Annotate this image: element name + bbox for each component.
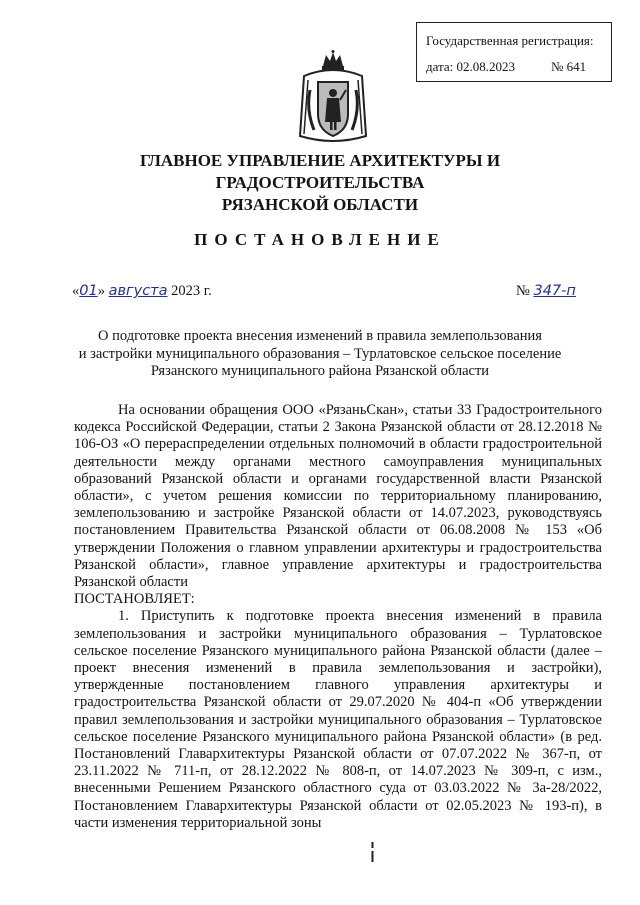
body-paragraph-1: На основании обращения ООО «РязаньСкан», статьи 33 Градостроительного кодекса Российской Федерации, статьи 2 Закона Рязанской области от 28.12.2018 № 106-ОЗ «О перераспределении отдельных полномочий в области градостроительной деятельности между органами местного самоуправления муниципальных образований Рязанской области и органами государственной власти Рязанской области», с учетом решения комиссии по территориальному планированию, землепользованию и застройке Рязанской области от 14.07.2023, руководствуясь постановлением Правительства Рязанской области от 06.08.2008 № 153 «Об утверждении Положения о главном управлении архитектуры и градостроительства Рязанской области», главное управление архитектуры и градостроительства Рязанской области [74, 402, 602, 591]
date-day: 01 [79, 283, 98, 299]
document-date [72, 283, 212, 300]
resolves-heading: ПОСТАНОВЛЯЕТ: [74, 591, 195, 608]
organization-line-1: ГЛАВНОЕ УПРАВЛЕНИЕ АРХИТЕКТУРЫ И ГРАДОСТРОИТЕЛЬСТВА [139, 151, 501, 192]
document-subject [60, 328, 580, 381]
document-title: ПОСТАНОВЛЕНИЕ [194, 230, 446, 249]
organization-name [40, 150, 600, 216]
document-body [74, 402, 602, 832]
date-month: августа [108, 283, 168, 299]
date-year: 2023 г. [171, 283, 212, 299]
subject-line-1: О подготовке проекта внесения изменений в правила землепользования [98, 328, 542, 344]
page-continuation-mark [371, 842, 374, 862]
subject-line-2: и застройки муниципального образования – Турлатовское сельское поселение [78, 345, 562, 362]
number-value: 347-п [533, 283, 576, 299]
registration-date: дата: 02.08.2023 [426, 59, 516, 74]
registration-number: № 641 [551, 59, 587, 74]
ryazan-region-coat-of-arms-icon [296, 50, 370, 146]
date-open-quote: « [72, 283, 80, 299]
registration-box [416, 22, 612, 82]
subject-line-3: Рязанского муниципального района Рязанской области [150, 363, 490, 379]
registration-label: Государственная регистрация: [426, 33, 594, 48]
organization-line-2: РЯЗАНСКОЙ ОБЛАСТИ [221, 195, 419, 214]
body-paragraph-2: 1. Приступить к подготовке проекта внесения изменений в правила землепользования и застройки муниципального образования – Турлатовское сельское поселение Рязанского муниципального района Рязанской области (далее – проект внесения изменений в правила землепользования и застройки), утвержденные постановлением главного управления архитектуры и градостроительства Рязанской области от 29.07.2020 № 404-п «Об утверждении правил землепользования и застройки муниципального образования – Турлатовское сельское поселение Рязанского муниципального района Рязанской области» (в ред. Постановлений Главархитектуры Рязанской области от 07.07.2022 № 367-п, от 23.11.2022 № 711-п, от 28.12.2022 № 808-п, от 14.07.2023 № 309-п, с изм., внесенными Решением Рязанского областного суда от 03.03.2022 № 3а-28/2022, Постановлением Главархитектуры Рязанской области от 02.05.2023 № 193-п), в части изменения территориальной зоны [74, 608, 602, 831]
date-close-quote: » [97, 283, 105, 299]
document-number [516, 283, 576, 300]
number-prefix: № [516, 283, 530, 299]
